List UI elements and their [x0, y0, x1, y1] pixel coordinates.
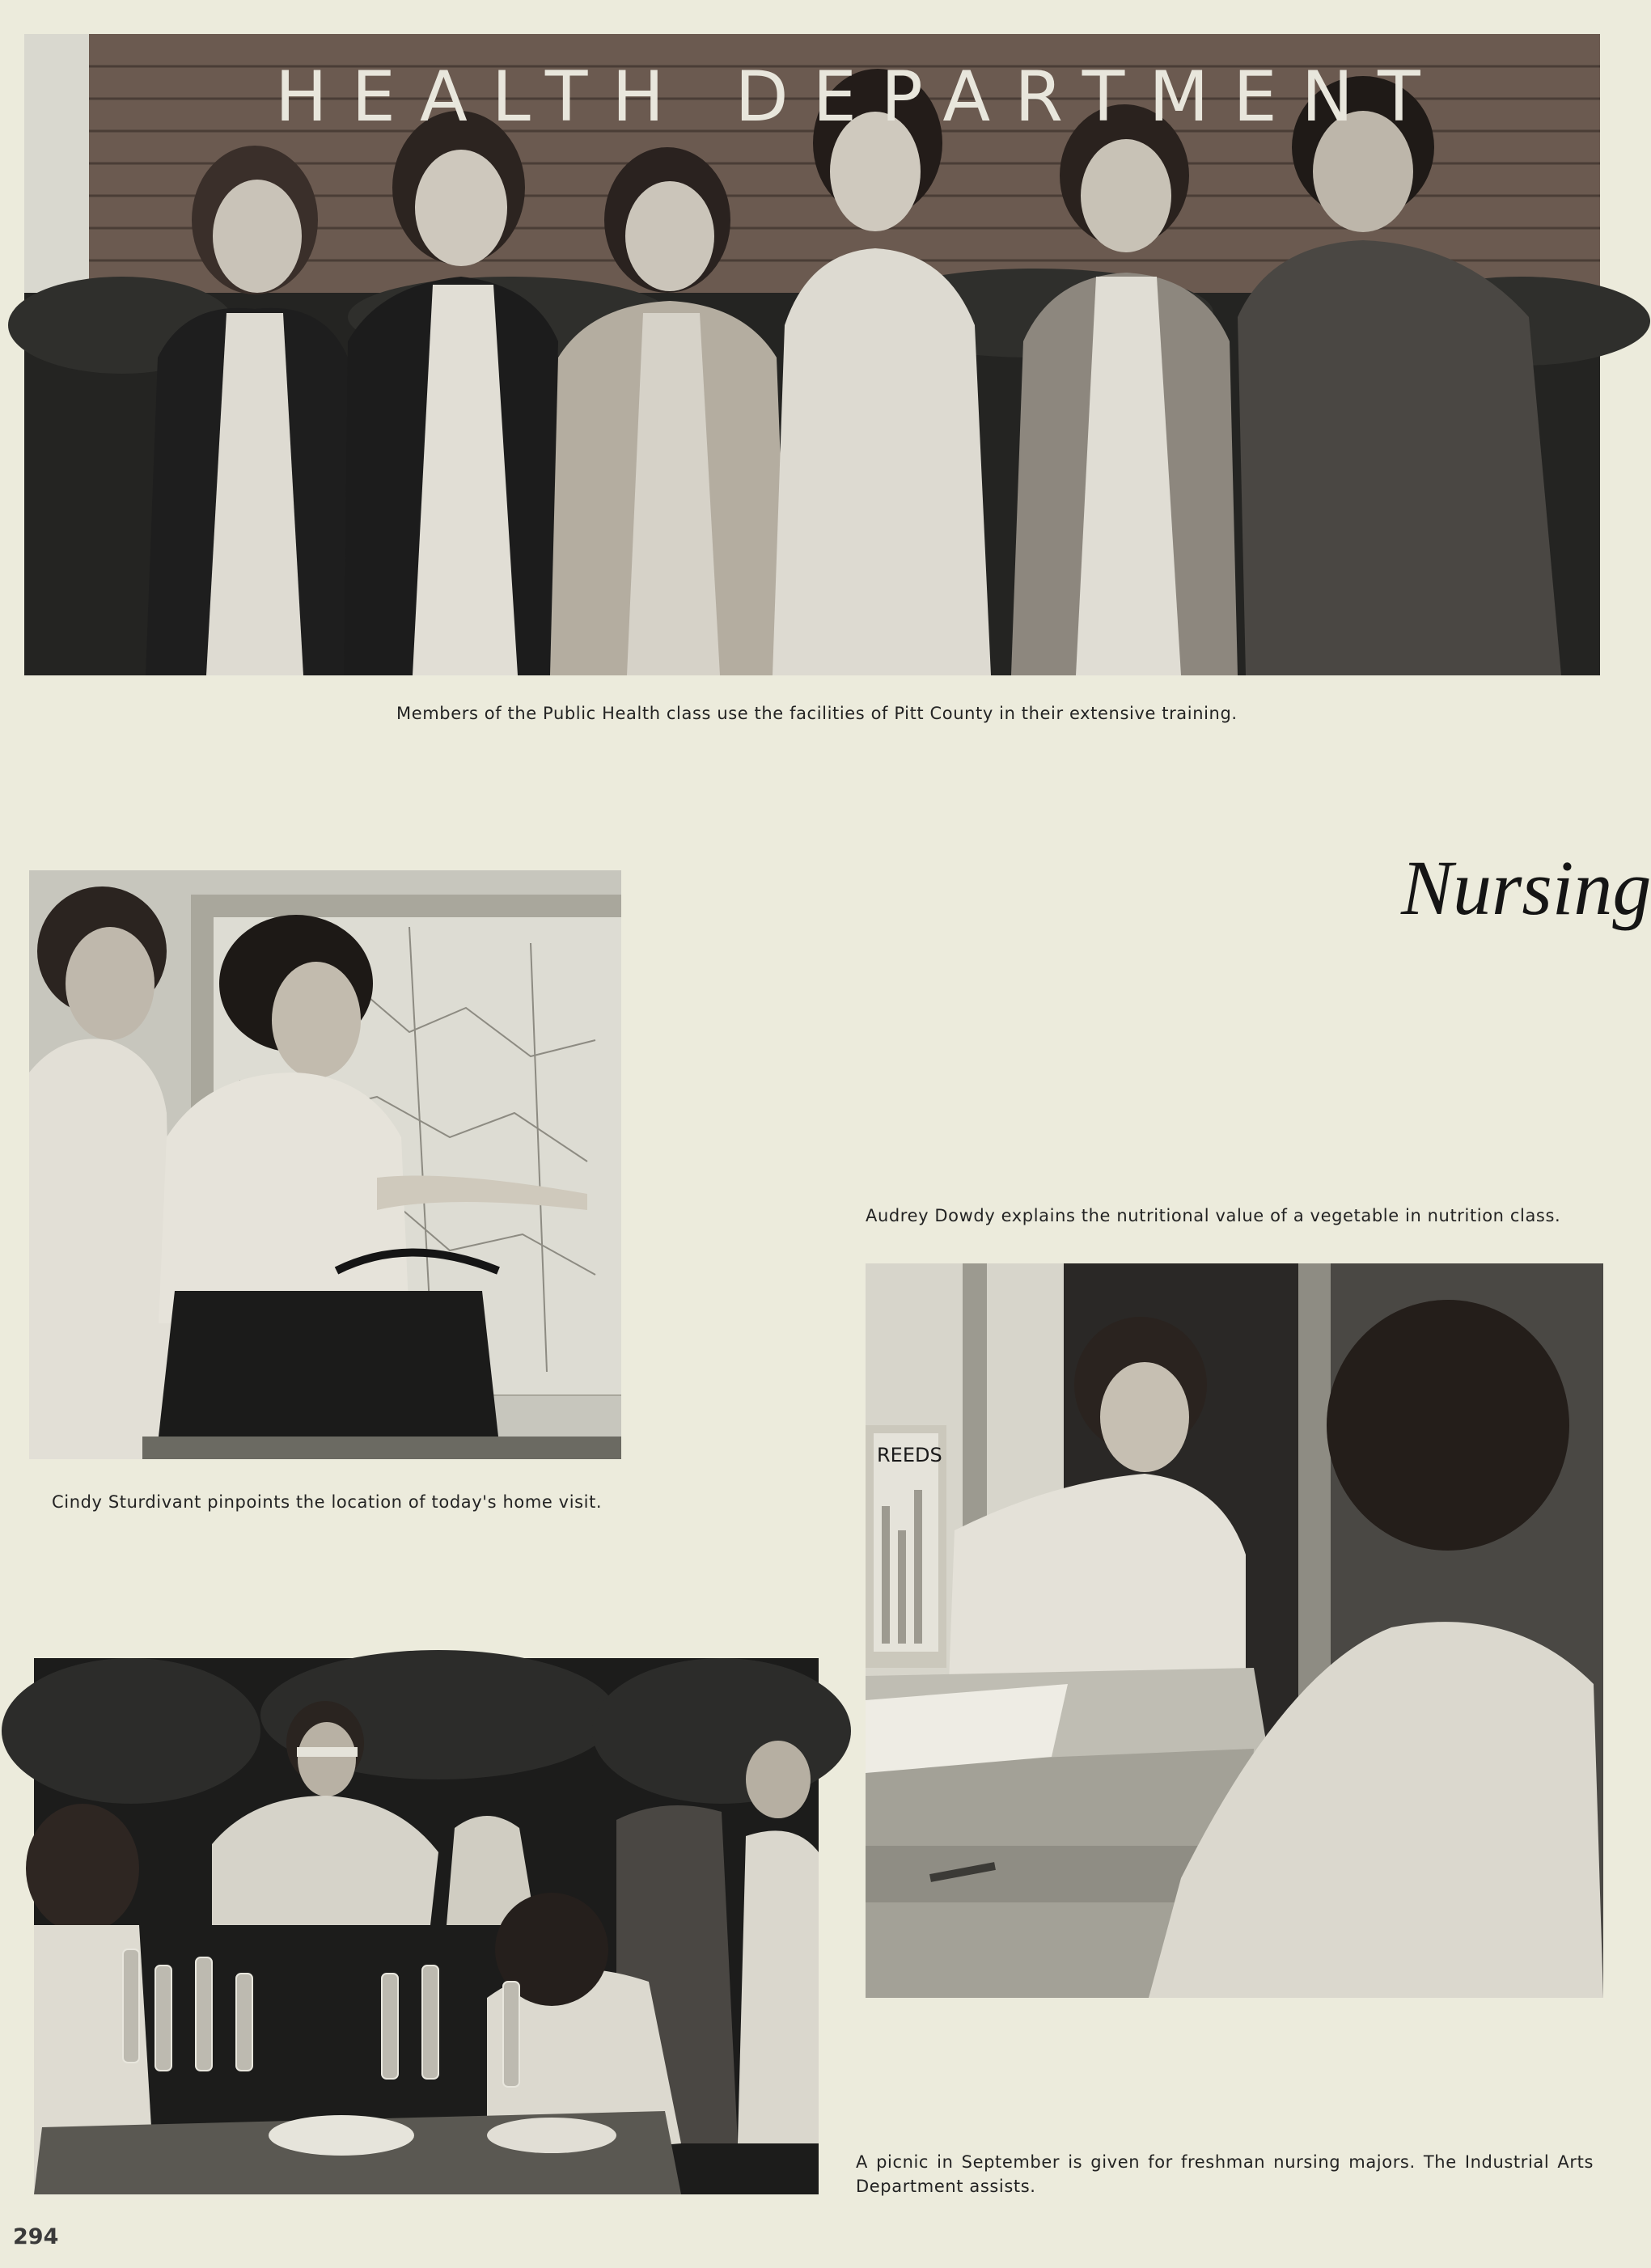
photo-map-home-visit — [29, 870, 621, 1459]
page-headline: Nursing — [1401, 844, 1651, 931]
health-department-sign: HEALTH DEPARTMENT — [275, 57, 1445, 138]
chart-label: REEDS — [877, 1444, 942, 1466]
caption-nutrition-class: Audrey Dowdy explains the nutritional value of a vegetable in nutrition class. — [866, 1206, 1561, 1225]
caption-picnic: A picnic in September is given for freshman nursing majors. The Industrial Arts Department assists. — [856, 2152, 1594, 2196]
photo-picnic-art — [34, 1658, 819, 2194]
caption-public-health: Members of the Public Health class use the facilities of Pitt County in their extensive training. — [396, 704, 1238, 723]
photo-public-health-class — [24, 34, 1600, 675]
photo-map-home-visit-art — [29, 870, 621, 1459]
caption-map-home-visit: Cindy Sturdivant pinpoints the location of today's home visit. — [52, 1492, 603, 1512]
photo-nutrition-class-art — [866, 1263, 1603, 1998]
page-number: 294 — [13, 2224, 59, 2249]
photo-nutrition-class — [866, 1263, 1603, 1998]
photo-picnic — [34, 1658, 819, 2194]
